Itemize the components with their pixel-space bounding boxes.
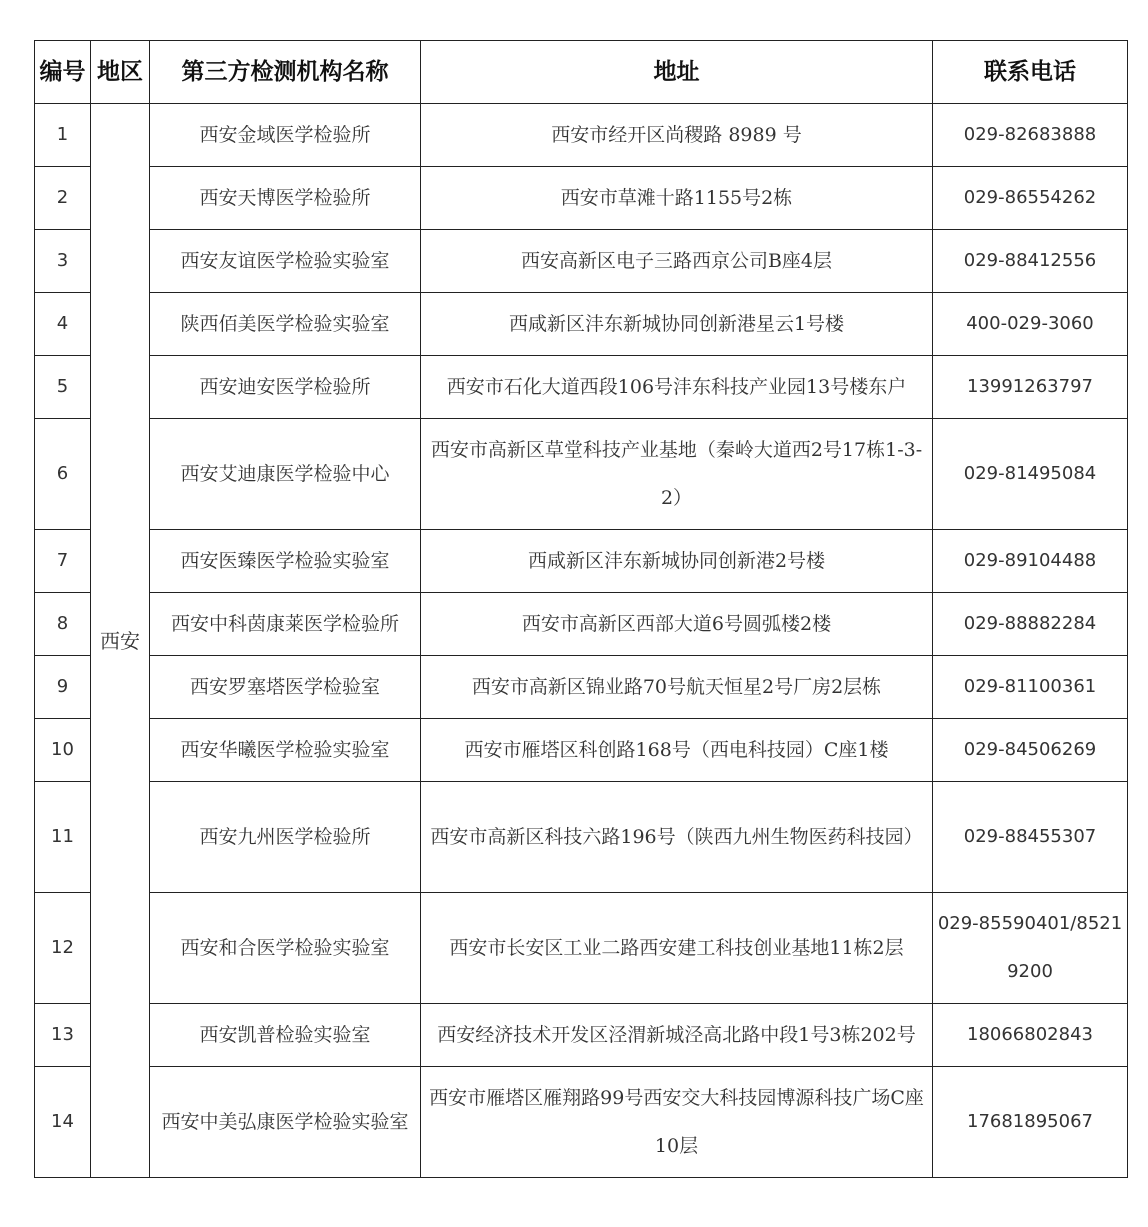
phone: 029-89104488 (933, 530, 1128, 593)
table-row (35, 419, 1128, 530)
phone: 029-88455307 (933, 782, 1128, 893)
row-number: 9 (35, 656, 91, 719)
row-number: 10 (35, 719, 91, 782)
phone: 029-88412556 (933, 230, 1128, 293)
address: 西安市高新区草堂科技产业基地（秦岭大道西2号17栋1-3-2） (421, 419, 933, 530)
institution-name: 西安中美弘康医学检验实验室 (150, 1067, 421, 1178)
table-row (35, 1004, 1128, 1067)
phone: 17681895067 (933, 1067, 1128, 1178)
table-row (35, 356, 1128, 419)
table-row (35, 719, 1128, 782)
row-number: 13 (35, 1004, 91, 1067)
address: 西安市长安区工业二路西安建工科技创业基地11栋2层 (421, 893, 933, 1004)
region-cell: 西安 (91, 104, 150, 1178)
phone: 029-86554262 (933, 167, 1128, 230)
address: 西安市雁塔区雁翔路99号西安交大科技园博源科技广场C座10层 (421, 1067, 933, 1178)
address: 西安市草滩十路1155号2栋 (421, 167, 933, 230)
row-number: 12 (35, 893, 91, 1004)
table-row (35, 593, 1128, 656)
address: 西安市石化大道西段106号沣东科技产业园13号楼东户 (421, 356, 933, 419)
address: 西安市高新区科技六路196号（陕西九州生物医药科技园） (421, 782, 933, 893)
table-row (35, 530, 1128, 593)
row-number: 4 (35, 293, 91, 356)
institution-name: 西安艾迪康医学检验中心 (150, 419, 421, 530)
institution-table (34, 40, 1128, 1178)
institution-name: 西安金域医学检验所 (150, 104, 421, 167)
row-number: 3 (35, 230, 91, 293)
phone: 029-84506269 (933, 719, 1128, 782)
header-institution-name: 第三方检测机构名称 (150, 41, 421, 104)
phone: 029-81100361 (933, 656, 1128, 719)
institution-name: 西安凯普检验实验室 (150, 1004, 421, 1067)
address: 西咸新区沣东新城协同创新港2号楼 (421, 530, 933, 593)
phone: 029-88882284 (933, 593, 1128, 656)
row-number: 2 (35, 167, 91, 230)
row-number: 6 (35, 419, 91, 530)
phone: 18066802843 (933, 1004, 1128, 1067)
header-number: 编号 (35, 41, 91, 104)
address: 西安高新区电子三路西京公司B座4层 (421, 230, 933, 293)
row-number: 7 (35, 530, 91, 593)
table-row (35, 656, 1128, 719)
address: 西安经济技术开发区泾渭新城泾高北路中段1号3栋202号 (421, 1004, 933, 1067)
institution-name: 西安友谊医学检验实验室 (150, 230, 421, 293)
table-row (35, 893, 1128, 1004)
table-row (35, 1067, 1128, 1178)
table-row (35, 167, 1128, 230)
institution-table-container (34, 40, 1128, 1178)
table-row (35, 104, 1128, 167)
table-row (35, 782, 1128, 893)
address: 西安市经开区尚稷路 8989 号 (421, 104, 933, 167)
row-number: 14 (35, 1067, 91, 1178)
row-number: 11 (35, 782, 91, 893)
institution-name: 西安华曦医学检验实验室 (150, 719, 421, 782)
phone: 029-81495084 (933, 419, 1128, 530)
table-row (35, 230, 1128, 293)
phone: 13991263797 (933, 356, 1128, 419)
address: 西咸新区沣东新城协同创新港星云1号楼 (421, 293, 933, 356)
address: 西安市高新区西部大道6号圆弧楼2楼 (421, 593, 933, 656)
address: 西安市高新区锦业路70号航天恒星2号厂房2层栋 (421, 656, 933, 719)
institution-name: 西安九州医学检验所 (150, 782, 421, 893)
phone: 400-029-3060 (933, 293, 1128, 356)
institution-name: 西安罗塞塔医学检验室 (150, 656, 421, 719)
institution-name: 西安天博医学检验所 (150, 167, 421, 230)
institution-name: 陕西佰美医学检验实验室 (150, 293, 421, 356)
row-number: 5 (35, 356, 91, 419)
institution-name: 西安迪安医学检验所 (150, 356, 421, 419)
phone: 029-85590401/85219200 (933, 893, 1128, 1004)
header-region: 地区 (91, 41, 150, 104)
header-row (35, 41, 1128, 104)
address: 西安市雁塔区科创路168号（西电科技园）C座1楼 (421, 719, 933, 782)
institution-name: 西安医臻医学检验实验室 (150, 530, 421, 593)
row-number: 8 (35, 593, 91, 656)
institution-name: 西安和合医学检验实验室 (150, 893, 421, 1004)
row-number: 1 (35, 104, 91, 167)
header-address: 地址 (421, 41, 933, 104)
table-row (35, 293, 1128, 356)
header-phone: 联系电话 (933, 41, 1128, 104)
institution-name: 西安中科茵康莱医学检验所 (150, 593, 421, 656)
phone: 029-82683888 (933, 104, 1128, 167)
